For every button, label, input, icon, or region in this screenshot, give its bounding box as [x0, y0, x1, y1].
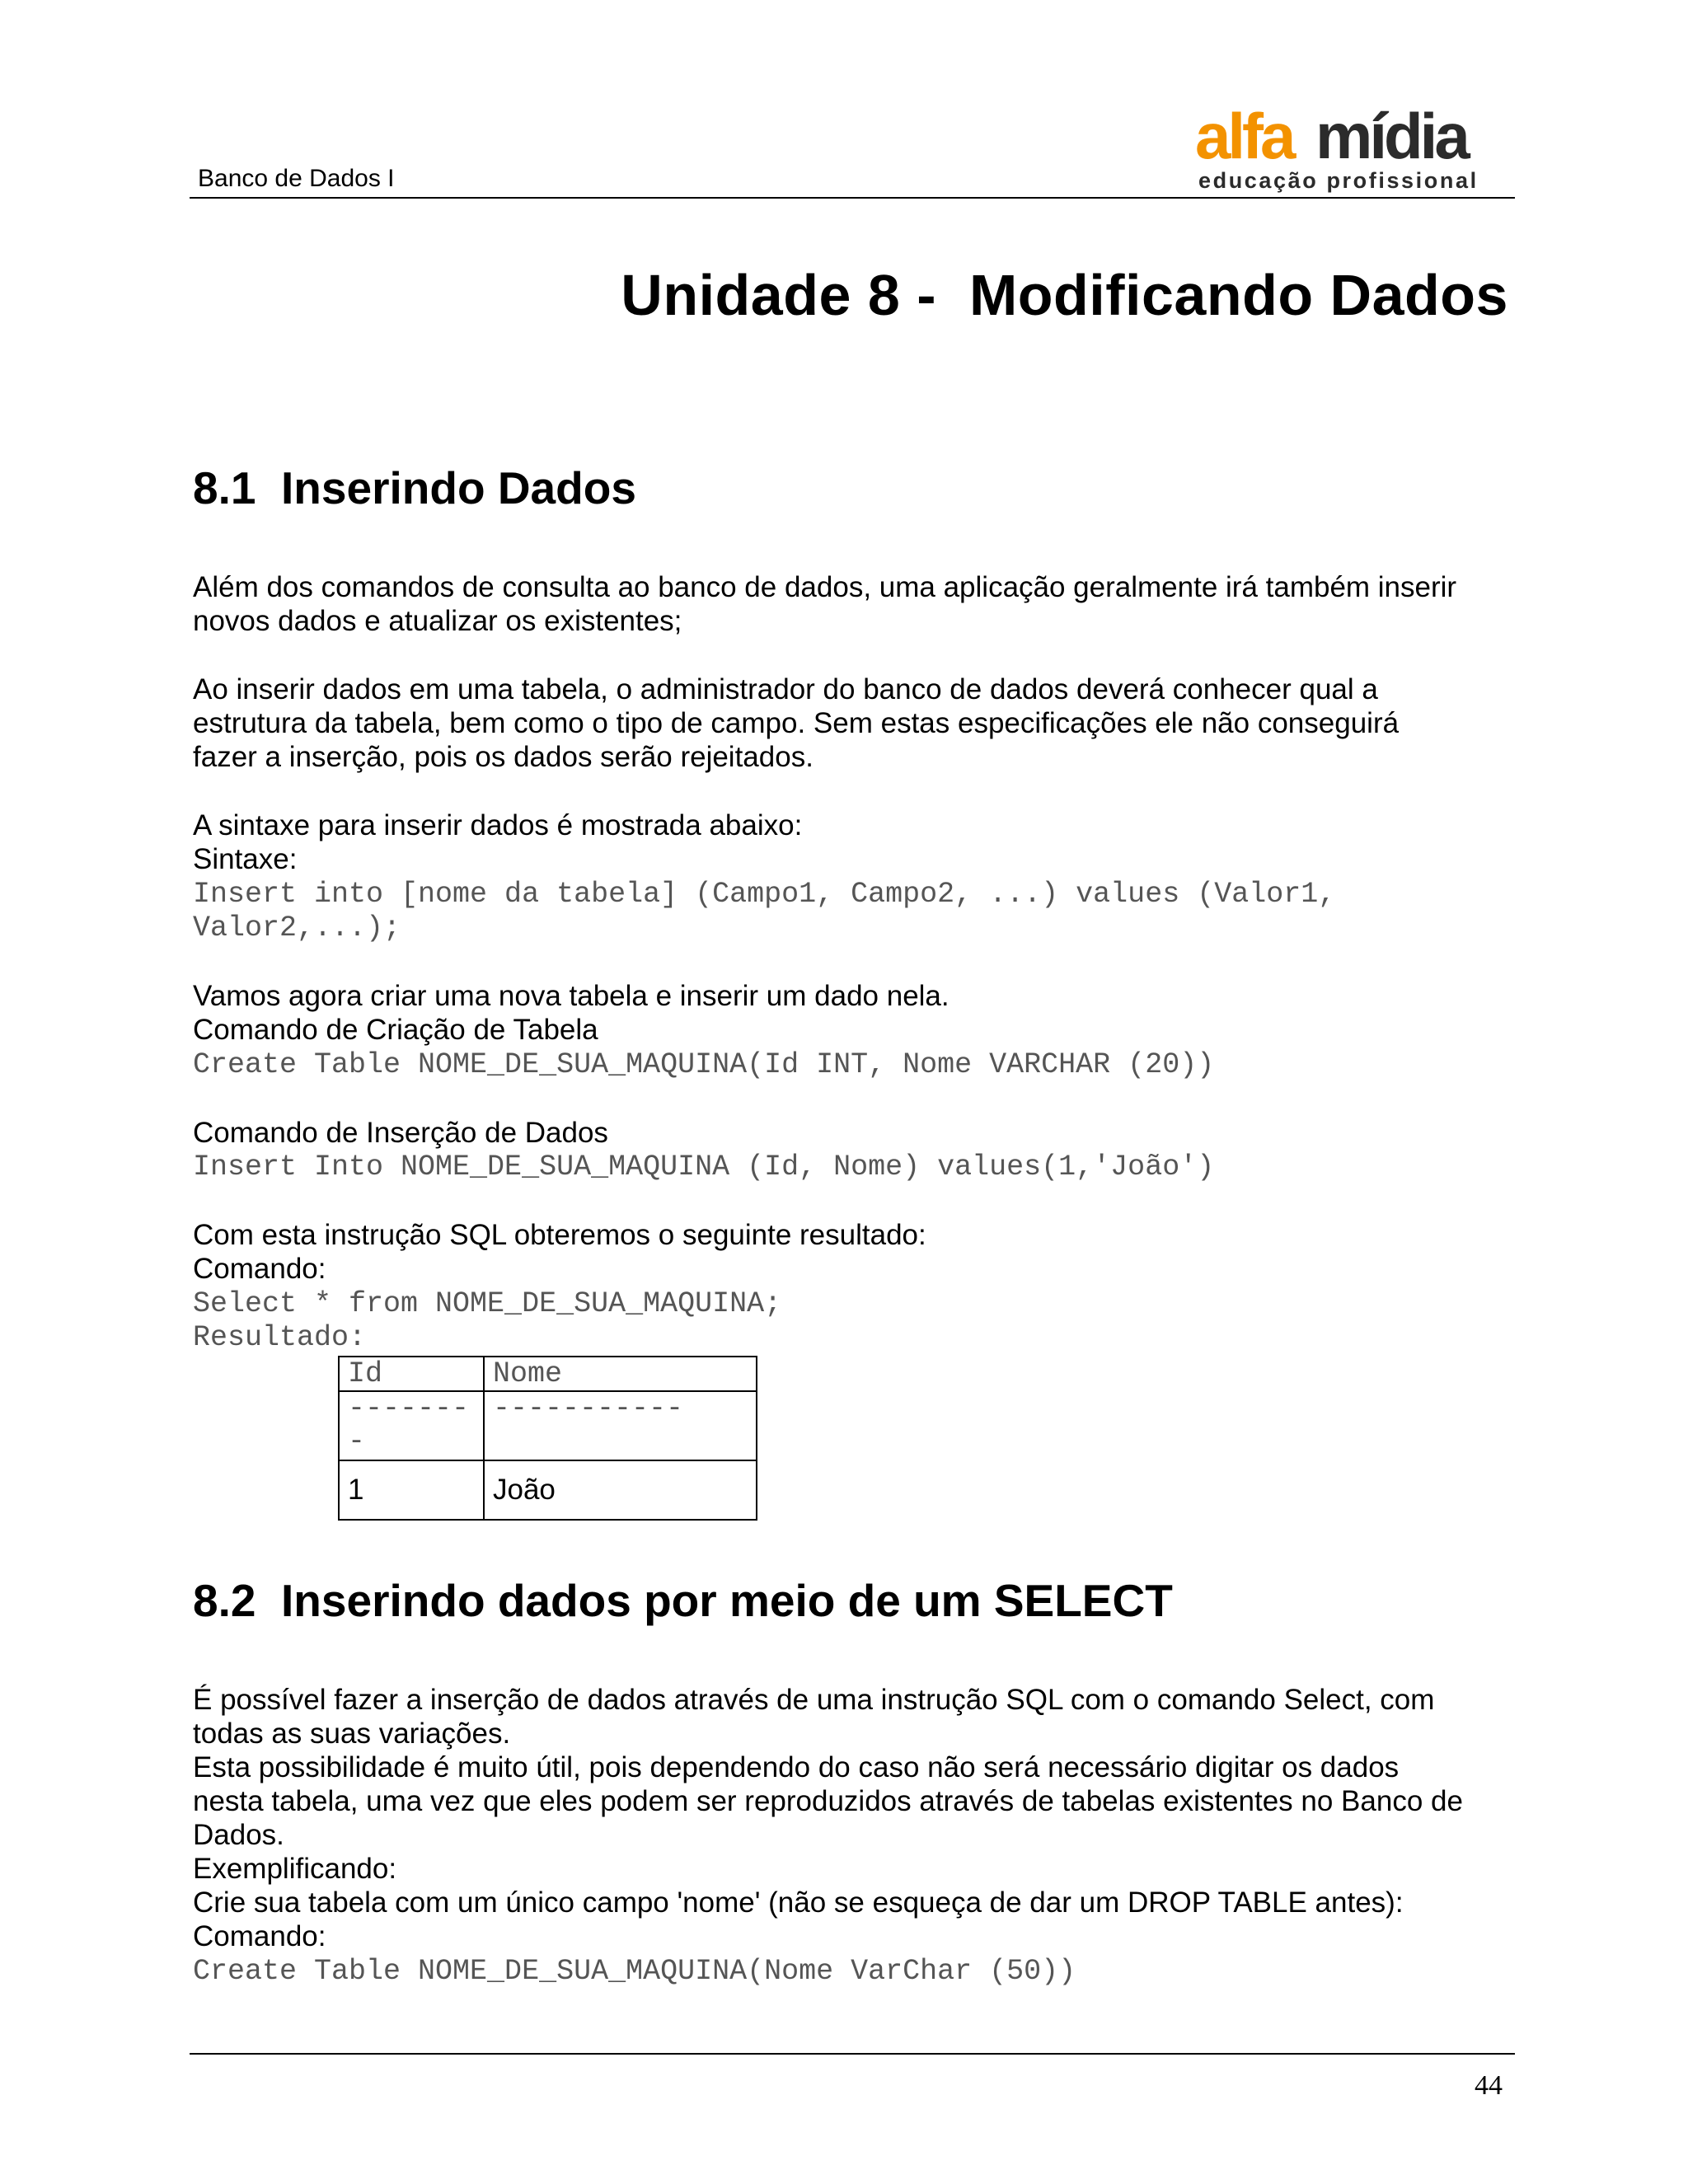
paragraph-line: novos dados e atualizar os existentes; [193, 605, 682, 637]
table-header-row [339, 1357, 757, 1391]
result-label: Resultado: [193, 1321, 367, 1354]
create-table-code: Create Table NOME_DE_SUA_MAQUINA(Id INT, Nome VARCHAR (20)) [193, 1048, 1215, 1081]
header-divider [190, 197, 1515, 199]
paragraph-line: Além dos comandos de consulta ao banco de dados, uma aplicação geralmente irá também inserir [193, 571, 1457, 603]
footer-divider [190, 2053, 1515, 2055]
logo-tagline: educação profissional [1198, 168, 1479, 193]
table-header-nome: Nome [484, 1357, 757, 1391]
paragraph-line: Dados. [193, 1819, 284, 1851]
paragraph-line: É possível fazer a inserção de dados através de uma instrução SQL com o comando Select, com [193, 1684, 1435, 1716]
paragraph-line: Esta possibilidade é muito útil, pois dependendo do caso não será necessário digitar os dados [193, 1751, 1400, 1783]
paragraph-line: nesta tabela, uma vez que eles podem ser reproduzidos através de tabelas existentes no Banco de [193, 1785, 1463, 1817]
table-separator-cell: ----------- [484, 1391, 757, 1460]
unit-title: Unidade 8 - Modificando Dados [621, 263, 1508, 327]
insert-label: Comando de Inserção de Dados [193, 1117, 608, 1149]
table-cell-nome: João [484, 1460, 757, 1520]
section-heading-8-2: 8.2 Inserindo dados por meio de um SELECT [193, 1575, 1173, 1626]
result-intro: Com esta instrução SQL obteremos o seguinte resultado: [193, 1219, 926, 1251]
paragraph-line: Exemplificando: [193, 1853, 397, 1885]
syntax-label: Sintaxe: [193, 843, 298, 875]
table-row [339, 1460, 757, 1520]
separator-dashes: ------- [348, 1392, 470, 1425]
document-header-title: Banco de Dados I [198, 165, 395, 192]
table-separator-row [339, 1391, 757, 1460]
table-separator-cell [339, 1391, 484, 1460]
table-header-id: Id [339, 1357, 484, 1391]
syntax-code-line: Insert into [nome da tabela] (Campo1, Campo2, ...) values (Valor1, [193, 878, 1336, 911]
separator-dash-wrap: - [348, 1425, 366, 1458]
result-table [338, 1356, 757, 1521]
paragraph-line: Comando: [193, 1920, 326, 1952]
logo-alfa-text: alfa [1195, 104, 1293, 172]
logo-midia-text: mídia [1315, 104, 1467, 172]
create-label: Comando de Criação de Tabela [193, 1014, 598, 1046]
alfamidia-logo [1193, 104, 1517, 193]
create-table-code-2: Create Table NOME_DE_SUA_MAQUINA(Nome VarChar (50)) [193, 1955, 1076, 1988]
syntax-code-line: Valor2,...); [193, 912, 401, 944]
command-label: Comando: [193, 1253, 326, 1285]
paragraph-line: estrutura da tabela, bem como o tipo de campo. Sem estas especificações ele não conseguirá [193, 707, 1400, 739]
section-heading-8-1: 8.1 Inserindo Dados [193, 462, 636, 513]
paragraph-line: fazer a inserção, pois os dados serão rejeitados. [193, 741, 814, 773]
create-intro: Vamos agora criar uma nova tabela e inserir um dado nela. [193, 980, 950, 1012]
select-code: Select * from NOME_DE_SUA_MAQUINA; [193, 1287, 782, 1320]
insert-code: Insert Into NOME_DE_SUA_MAQUINA (Id, Nome) values(1,'João') [193, 1151, 1215, 1183]
page-number: 44 [1475, 2070, 1503, 2101]
syntax-intro: A sintaxe para inserir dados é mostrada abaixo: [193, 809, 803, 841]
paragraph-line: todas as suas variações. [193, 1718, 511, 1750]
paragraph-line: Crie sua tabela com um único campo 'nome' (não se esqueça de dar um DROP TABLE antes): [193, 1886, 1404, 1919]
paragraph-line: Ao inserir dados em uma tabela, o administrador do banco de dados deverá conhecer qual a [193, 673, 1378, 705]
table-cell-id: 1 [339, 1460, 484, 1520]
